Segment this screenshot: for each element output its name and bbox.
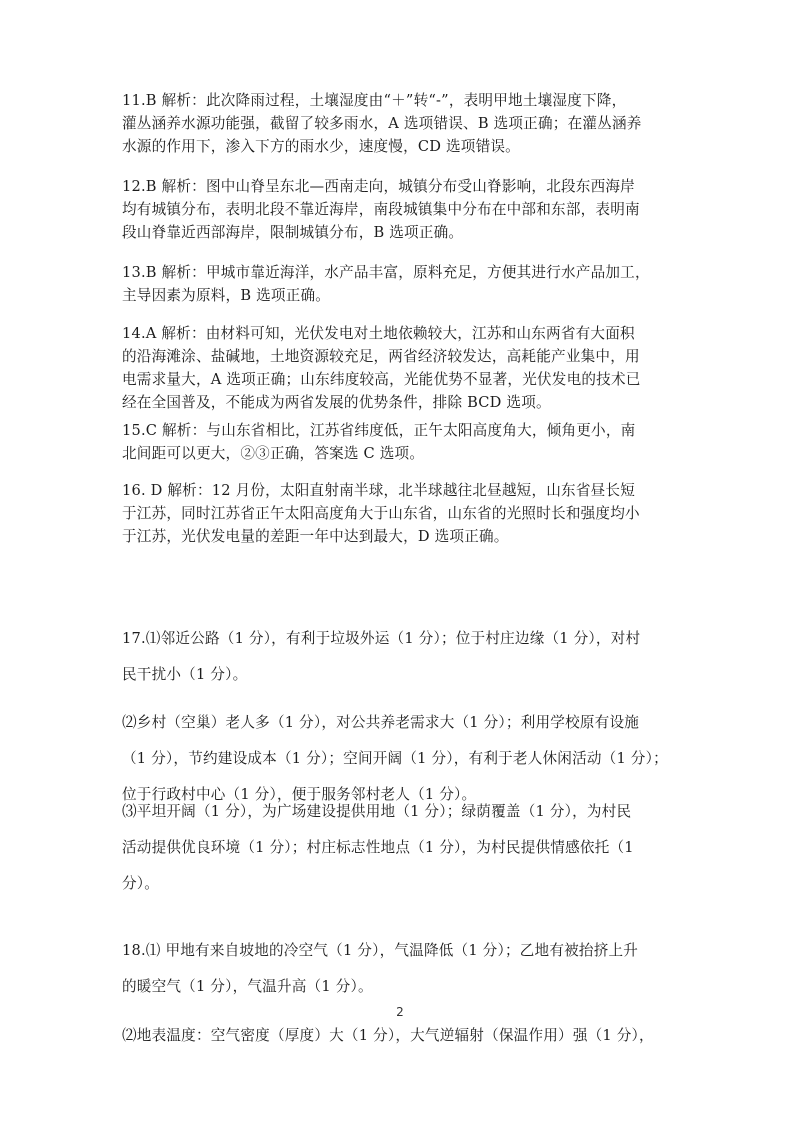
answer-line: 段山脊靠近西部海岸，限制城镇分布，B 选项正确。 [122,224,464,241]
answer-17-part-3 [122,794,682,902]
answer-18-part-2 [122,1018,682,1054]
answer-line: ⑶平坦开阔（1 分），为广场建设提供用地（1 分）；绿荫覆盖（1 分），为村民 [122,803,632,820]
answer-line: （1 分），节约建设成本（1 分）；空间开阔（1 分），有利于老人休闲活动（1 分）； [122,750,668,767]
answer-line: 18.⑴ 甲地有来自坡地的冷空气（1 分），气温降低（1 分）；乙地有被抬挤上升 [122,942,639,959]
answer-14 [122,322,682,414]
answer-line: 经在全国普及，不能成为两省发展的优势条件，排除 BCD 选项。 [122,394,551,411]
answer-line: 位于行政村中心（1 分），便于服务邻村老人（1 分）。 [122,786,477,803]
answer-line: 12.B 解析：图中山脊呈东北—西南走向，城镇分布受山脊影响，北段东西海岸 [122,178,635,195]
page-number: 2 [396,1005,404,1019]
answer-11 [122,89,682,158]
answer-line: 16. D 解析：12 月份，太阳直射南半球，北半球越往北昼越短，山东省昼长短 [122,482,636,499]
answer-line: 分）。 [122,875,160,892]
answer-line: 民干扰小（1 分）。 [122,666,248,683]
answer-line: 主导因素为原料，B 选项正确。 [122,287,331,304]
answer-line: 活动提供优良环境（1 分）；村庄标志性地点（1 分），为村民提供情感依托（1 [122,839,634,856]
answer-17-part-1 [122,621,682,693]
answer-line: 均有城镇分布，表明北段不靠近海岸，南段城镇集中分布在中部和东部，表明南 [122,201,640,218]
answer-line: 电需求量大，A 选项正确；山东纬度较高，光能优势不显著，光伏发电的技术已 [122,371,641,388]
answer-line: 14.A 解析：由材料可知，光伏发电对土地依赖较大，江苏和山东两省有大面积 [122,325,635,342]
answer-18-part-1 [122,933,682,1005]
answer-line: 于江苏，光伏发电量的差距一年中达到最大，D 选项正确。 [122,528,509,545]
answer-16 [122,479,682,548]
answer-13 [122,261,682,307]
answer-12 [122,175,682,244]
answer-line: 15.C 解析：与山东省相比，江苏省纬度低，正午太阳高度角大，倾角更小，南 [122,422,636,439]
answer-line: 17.⑴邻近公路（1 分），有利于垃圾外运（1 分）；位于村庄边缘（1 分），对村 [122,630,641,647]
answer-line: 11.B 解析：此次降雨过程，土壤湿度由“＋”转“-”，表明甲地土壤湿度下降， [122,92,627,109]
answer-line: 13.B 解析：甲城市靠近海洋，水产品丰富，原料充足，方便其进行水产品加工， [122,264,650,281]
answer-line: 北间距可以更大，②③正确，答案选 C 选项。 [122,445,425,462]
answer-15 [122,419,682,465]
answer-line: 灌丛涵养水源功能强，截留了较多雨水，A 选项错误、B 选项正确；在灌丛涵养 [122,115,642,132]
answer-line: 的沿海滩涂、盐碱地，土地资源较充足，两省经济较发达，高耗能产业集中，用 [122,348,640,365]
answer-line: 水源的作用下，渗入下方的雨水少，速度慢，CD 选项错误。 [122,138,520,155]
answer-line: 于江苏，同时江苏省正午太阳高度角大于山东省，山东省的光照时长和强度均小 [122,505,640,522]
answer-line: ⑵乡村（空巢）老人多（1 分），对公共养老需求大（1 分）；利用学校原有设施 [122,714,640,731]
answer-line: 的暖空气（1 分），气温升高（1 分）。 [122,978,373,995]
answer-line: ⑵地表温度：空气密度（厚度）大（1 分），大气逆辐射（保温作用）强（1 分）， [122,1027,654,1044]
